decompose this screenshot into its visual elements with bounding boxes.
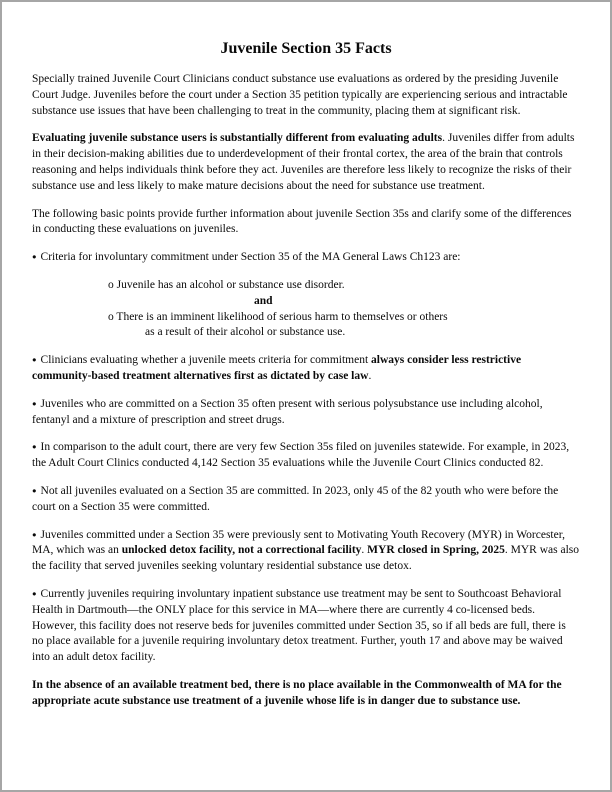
intro-text: Specially trained Juvenile Court Clinicians conduct substance use evaluations as ordered by the presiding Juvenile Court Judge. Juveniles before the court under a Section 35 petition typically are experiencing serious and intractable substance use issues that have been challenging to treat in the community, placing them at significant risk.: [32, 73, 571, 117]
criteria-sublist: [32, 278, 580, 341]
criteria-conjunction: and: [254, 294, 273, 307]
paragraph-evaluating-adults: [32, 131, 580, 194]
clinicians-text: Clinicians evaluating whether a juvenile meets criteria for commitment: [40, 354, 372, 367]
polysubstance-text: Juveniles who are committed on a Section 35 often present with serious polysubstance use including alcohol, fentanyl and a mixture of prescription and street drugs.: [32, 397, 546, 426]
criteria-lead-text: Criteria for involuntary commitment under Section 35 of the MA General Laws Ch123 are:: [40, 251, 461, 264]
evaluating-bold-lead: Evaluating juvenile substance users is substantially different from evaluating adults: [32, 132, 443, 145]
bullet-icon: ●: [32, 252, 37, 262]
clinicians-bold-text: always consider less restrictive community-based treatment alternatives first as dictated by case law: [32, 354, 524, 382]
criteria-sub-item-1: o Juvenile has an alcohol or substance use disorder.: [108, 278, 345, 291]
myr-bold-unlocked: unlocked detox facility, not a correctional facility: [121, 544, 362, 557]
bullet-icon: ●: [32, 588, 37, 598]
bullet-icon: ●: [32, 529, 37, 539]
bullet-icon: ●: [32, 442, 37, 452]
page-title: Juvenile Section 35 Facts: [220, 40, 392, 57]
following-points-text: The following basic points provide further information about juvenile Section 35s and clarify some of the differences in conducting these evaluations on juveniles.: [32, 207, 575, 236]
criteria-sub-item-2: o There is an imminent likelihood of serious harm to themselves or others: [108, 310, 448, 323]
evaluating-rest: . Juveniles differ from adults in their decision-making abilities due to underdevelopment of their frontal cortex, the area of the brain that controls reasoning and helps individuals think before they act. Juveniles are therefore less likely to recognize the risks of their substance use and less likely to make mature decisions about the need for substance use treatment.: [32, 132, 578, 192]
myr-rest: . MYR was also the facility that served juveniles seeking voluntary residential substance use detox.: [32, 544, 582, 573]
paragraph-closing: [32, 678, 580, 710]
bullet-myr: [32, 528, 580, 575]
closing-text: In the absence of an available treatment bed, there is no place available in the Commonwealth of MA for the appropriate acute substance use treatment of a juvenile whose life is in danger due to substance use.: [32, 678, 565, 707]
southcoast-text: Currently juveniles requiring involuntary inpatient substance use treatment may be sent to Southcoast Behavioral Health in Dartmouth—the ONLY place for this service in MA—where there are currently 4 co-licensed beds. However, this facility does not reserve beds for juveniles committed under Section 35, so if all beds are full, there is no place available for a juvenile requiring involuntary detox treatment. Further, youth 17 and above may be waived into an adult detox facility.: [32, 587, 569, 664]
paragraph-intro: [32, 72, 580, 119]
criteria-sub-item-2-continuation: as a result of their alcohol or substance use.: [145, 326, 346, 339]
clinicians-period: .: [368, 369, 372, 382]
bullet-icon: ●: [32, 355, 37, 365]
bullet-polysubstance: [32, 397, 580, 429]
bullet-clinicians: [32, 353, 580, 385]
bullet-comparison: [32, 440, 580, 472]
not-all-committed-text: Not all juveniles evaluated on a Section 35 are committed. In 2023, only 45 of the 82 youth who were before the court on a Section 35 were committed.: [32, 484, 562, 513]
myr-bold-closed: MYR closed in Spring, 2025: [367, 544, 505, 557]
comparison-text: In comparison to the adult court, there are very few Section 35s filed on juveniles statewide. For example, in 2023, the Adult Court Clinics conducted 4,142 Section 35 evaluations while the Juvenile Court Clinics conducted 82.: [32, 441, 572, 470]
bullet-icon: ●: [32, 398, 37, 408]
bullet-southcoast: [32, 587, 580, 666]
bullet-criteria: [32, 250, 580, 266]
myr-text: Juveniles committed under a Section 35 were previously sent to Motivating Youth Recovery (MYR) in Worcester, MA, which was an: [32, 528, 568, 557]
bullet-icon: ●: [32, 485, 37, 495]
bullet-not-all-committed: [32, 484, 580, 516]
paragraph-following-points: [32, 207, 580, 239]
myr-separator: .: [361, 544, 368, 557]
